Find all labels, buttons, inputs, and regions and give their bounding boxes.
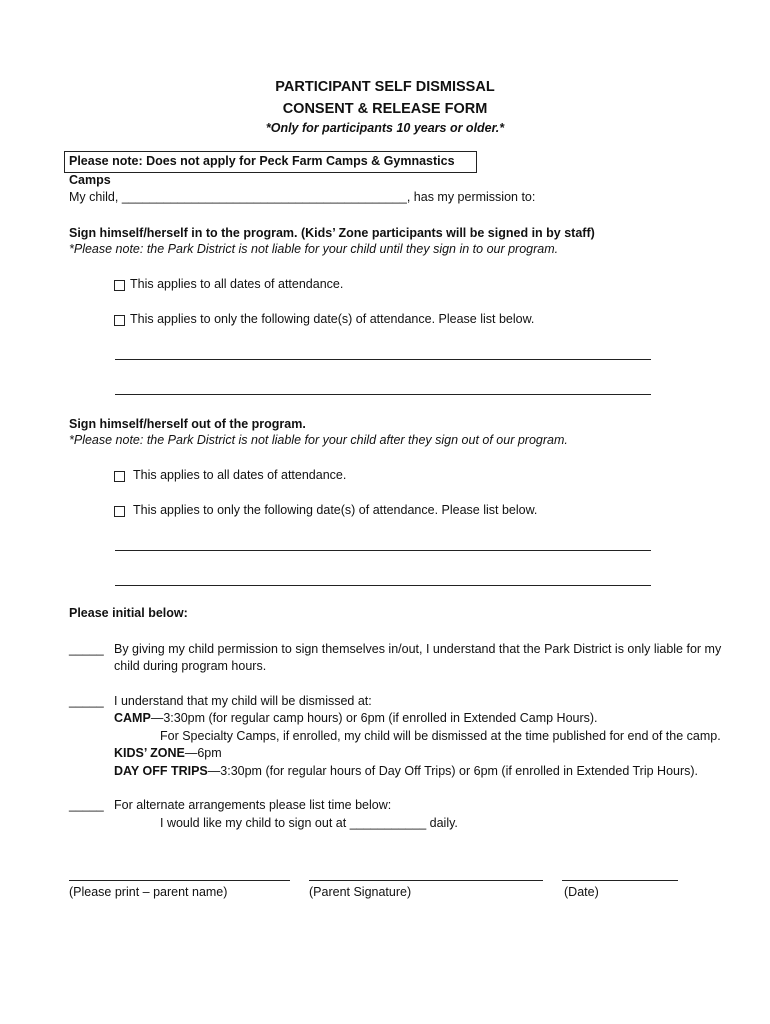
sign-in-heading: Sign himself/herself in to the program. (Kids’ Zone participants will be signed in by staff) [69, 226, 595, 240]
initial-item1-line2: child during program hours. [114, 659, 267, 673]
parent-name-line[interactable] [69, 880, 290, 881]
form-title-line1: PARTICIPANT SELF DISMISSAL [275, 79, 495, 95]
signout-time-line [160, 816, 458, 831]
camp-label: CAMP [114, 711, 151, 725]
dayoff-line [114, 764, 698, 779]
initial-heading: Please initial below: [69, 606, 188, 620]
dayoff-label: DAY OFF TRIPS [114, 764, 208, 778]
sign-in-note: *Please note: the Park District is not liable for your child until they sign in to our program. [69, 242, 559, 256]
initial-blank-1[interactable]: _____ [69, 642, 104, 656]
camp-text: —3:30pm (for regular camp hours) or 6pm (if enrolled in Extended Camp Hours). [150, 711, 598, 725]
specialty-camp-text: For Specialty Camps, if enrolled, my child will be dismissed at the time published for end of the camp. [160, 729, 721, 743]
date-line[interactable] [562, 880, 678, 881]
sign-in-dates-line-1[interactable] [115, 359, 651, 360]
sign-out-dates-line-1[interactable] [115, 550, 651, 551]
kidszone-text: —6pm [184, 746, 222, 760]
dayoff-text: —3:30pm (for regular hours of Day Off Trips) or 6pm (if enrolled in Extended Trip Hours). [207, 764, 699, 778]
date-label: (Date) [564, 885, 599, 899]
sign-in-some-dates-label: This applies to only the following date(s) of attendance. Please list below. [130, 312, 535, 326]
parent-signature-label: (Parent Signature) [309, 885, 412, 899]
sign-in-all-dates-label: This applies to all dates of attendance. [130, 277, 344, 291]
initial-blank-3[interactable]: _____ [69, 798, 104, 812]
parent-signature-line[interactable] [309, 880, 543, 881]
sign-in-dates-line-2[interactable] [115, 394, 651, 395]
signout-time-prefix: I would like my child to sign out at [160, 816, 347, 830]
initial-blank-2[interactable]: _____ [69, 694, 104, 708]
parent-name-label: (Please print – parent name) [69, 885, 228, 899]
sign-out-note: *Please note: the Park District is not liable for your child after they sign out of our program. [69, 433, 568, 447]
sign-out-all-dates-label: This applies to all dates of attendance. [133, 468, 347, 482]
initial-item1-line1: By giving my child permission to sign themselves in/out, I understand that the Park District is only liable for my [114, 642, 722, 656]
sign-out-dates-line-2[interactable] [115, 585, 651, 586]
signout-time-blank[interactable]: ___________ [349, 816, 427, 830]
sign-in-some-dates-checkbox[interactable] [114, 315, 125, 326]
sign-out-heading: Sign himself/herself out of the program. [69, 417, 306, 431]
form-title-line2: CONSENT & RELEASE FORM [282, 101, 488, 117]
sign-in-all-dates-checkbox[interactable] [114, 280, 125, 291]
exclusion-note-box: Please note: Does not apply for Peck Farm Camps & Gymnastics Camps [64, 151, 477, 173]
initial-item2-intro: I understand that my child will be dismissed at: [114, 694, 372, 708]
sign-out-all-dates-checkbox[interactable] [114, 471, 125, 482]
kidszone-line [114, 746, 222, 761]
initial-item3-line1: For alternate arrangements please list time below: [114, 798, 392, 812]
sign-out-some-dates-checkbox[interactable] [114, 506, 125, 517]
signout-time-suffix: daily. [429, 816, 458, 830]
camp-line [114, 711, 598, 726]
kidszone-label: KIDS’ ZONE [114, 746, 185, 760]
child-line [69, 190, 535, 205]
child-line-prefix: My child, [69, 190, 119, 204]
child-line-suffix: , has my permission to: [406, 190, 536, 204]
form-subtitle: *Only for participants 10 years or older.* [265, 121, 505, 135]
child-name-blank[interactable]: _________________________________________ [121, 190, 407, 204]
sign-out-some-dates-label: This applies to only the following date(s) of attendance. Please list below. [133, 503, 538, 517]
